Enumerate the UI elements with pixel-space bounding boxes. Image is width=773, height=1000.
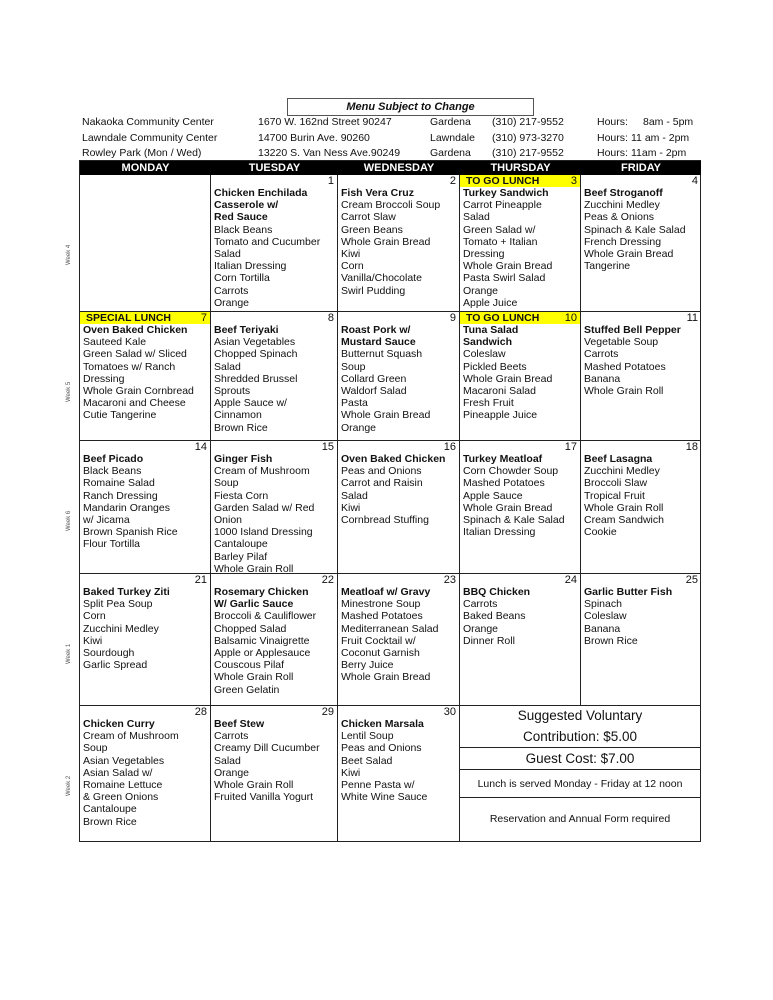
menu-item: Whole Grain Bread — [463, 372, 553, 385]
day-number: 25 — [685, 574, 698, 586]
info-box — [459, 705, 701, 842]
menu-item: Whole Grain Roll — [584, 385, 664, 398]
side-items — [584, 199, 701, 272]
day-cell — [80, 312, 211, 441]
location-name: Rowley Park (Mon / Wed) — [82, 147, 202, 159]
day-number: 23 — [443, 574, 456, 586]
main-dish: Roast Pork w/ Mustard Sauce — [341, 324, 416, 349]
week-label: Week 2 — [66, 775, 72, 796]
menu-item: Whole Grain Cornbread — [83, 385, 194, 398]
side-items — [463, 465, 580, 538]
week-label: Week 1 — [66, 643, 72, 664]
side-items — [463, 348, 580, 421]
location-phone: (310) 217-9552 — [492, 147, 564, 159]
day-cell — [211, 312, 338, 441]
main-dish: Tuna Salad Sandwich — [463, 324, 519, 349]
menu-item: Cantaloupe — [83, 803, 137, 816]
side-items — [214, 336, 337, 434]
menu-item: Whole Grain Bread — [341, 671, 431, 684]
main-dish: Turkey Meatloaf — [463, 453, 543, 465]
menu-item: Corn — [341, 260, 364, 273]
menu-item: Mashed Potatoes — [463, 477, 545, 490]
menu-item: Carrots — [584, 348, 619, 361]
menu-item: Whole Grain Roll — [214, 671, 294, 684]
menu-item: Ranch Dressing — [83, 489, 158, 502]
menu-item: Banana — [584, 622, 621, 635]
side-items — [584, 598, 701, 647]
day-number: 30 — [443, 706, 456, 718]
menu-item: Pickled Beets — [463, 360, 527, 373]
main-dish: Fish Vera Cruz — [341, 187, 414, 199]
day-cell — [338, 175, 460, 312]
menu-item: Kiwi — [83, 634, 103, 647]
day-number: 10 — [564, 312, 577, 324]
menu-item: Whole Grain Roll — [214, 562, 294, 574]
lunch-ribbon: SPECIAL LUNCH — [80, 312, 210, 324]
location-hours: 8am - 5pm — [643, 116, 694, 128]
main-dish: Chicken Marsala — [341, 718, 424, 730]
menu-item: Orange — [341, 421, 377, 434]
menu-item: Macaroni Salad — [463, 385, 536, 398]
day-number: 3 — [570, 175, 577, 187]
menu-item: Chopped Spinach Salad — [214, 348, 298, 373]
menu-item: Mashed Potatoes — [584, 360, 666, 373]
day-cell — [581, 312, 701, 441]
menu-item: Apple Sauce — [463, 489, 523, 502]
day-number: 1 — [327, 175, 334, 187]
guest-cost-text: Guest Cost: $7.00 — [460, 748, 700, 770]
side-items — [214, 610, 337, 695]
day-cell — [581, 574, 701, 706]
main-dish: Beef Teriyaki — [214, 324, 279, 336]
main-dish: Turkey Sandwich — [463, 187, 549, 199]
menu-item: Apple Juice — [463, 296, 518, 309]
menu-item: Fruited Vanilla Yogurt — [214, 791, 314, 804]
menu-item: Sauteed Kale — [83, 336, 147, 349]
location-address: 1670 W. 162nd Street 90247 — [258, 116, 392, 128]
menu-item: Kiwi — [341, 766, 361, 779]
menu-item: Corn — [83, 610, 106, 623]
menu-item: Asian Vegetables — [83, 754, 165, 767]
menu-item: Carrots — [214, 730, 249, 743]
suggested-label: Suggested Voluntary — [517, 708, 643, 723]
day-number: 4 — [691, 175, 698, 187]
menu-item: Carrot Slaw — [341, 211, 396, 224]
day-number: 8 — [327, 312, 334, 324]
day-cell — [211, 441, 338, 574]
menu-item: Mandarin Oranges w/ Jicama — [83, 501, 170, 527]
day-number: 15 — [321, 441, 334, 453]
day-cell — [460, 574, 581, 706]
menu-item: Garden Salad w/ Red Onion — [214, 501, 315, 527]
menu-item: Carrot and Raisin Salad — [341, 477, 423, 502]
menu-item: Lentil Soup — [341, 730, 394, 743]
menu-item: Pasta — [341, 397, 368, 410]
side-items — [463, 598, 580, 647]
menu-item: Fresh Fruit — [463, 397, 514, 410]
menu-item: Asian Vegetables — [214, 336, 296, 349]
main-dish: Beef Stroganoff — [584, 187, 663, 199]
menu-item: Beet Salad — [341, 754, 393, 767]
lunch-ribbon: TO GO LUNCH — [460, 175, 580, 187]
main-dish: Oven Baked Chicken — [83, 324, 188, 336]
side-items — [341, 465, 459, 526]
day-cell — [338, 441, 460, 574]
menu-item: Kiwi — [341, 248, 361, 261]
main-dish: Meatloaf w/ Gravy — [341, 586, 431, 598]
day-number: 22 — [321, 574, 334, 586]
menu-item: Cantaloupe — [214, 538, 268, 551]
menu-item: Broccoli & Cauliflower — [214, 610, 317, 623]
menu-item: Shredded Brussel Sprouts — [214, 372, 298, 398]
menu-item: Whole Grain Bread — [463, 501, 553, 514]
menu-item: Italian Dressing — [214, 260, 287, 273]
menu-item: Coleslaw — [463, 348, 506, 361]
menu-item: Chopped Salad — [214, 622, 287, 635]
menu-item: Cream of Mushroom Soup — [214, 465, 310, 490]
menu-item: French Dressing — [584, 235, 662, 248]
main-dish: Ginger Fish — [214, 453, 273, 465]
main-dish: Stuffed Bell Pepper — [584, 324, 681, 336]
menu-item: Zucchini Medley — [584, 465, 660, 478]
day-cell — [80, 706, 211, 842]
day-cell — [460, 312, 581, 441]
day-cell — [211, 574, 338, 706]
side-items — [83, 730, 210, 828]
menu-item: Peas & Onions — [584, 211, 655, 224]
main-dish: Baked Turkey Ziti — [83, 586, 170, 598]
day-number: 28 — [194, 706, 207, 718]
main-dish: Rosemary Chicken W/ Garlic Sauce — [214, 586, 309, 611]
day-cell — [338, 574, 460, 706]
lunch-served-text: Lunch is served Monday - Friday at 12 noon — [460, 770, 700, 798]
lunch-ribbon: TO GO LUNCH — [460, 312, 580, 324]
menu-item: Romaine Salad — [83, 477, 155, 490]
menu-item: Pasta Swirl Salad — [463, 272, 546, 285]
day-number: 7 — [200, 312, 207, 324]
side-items — [584, 465, 701, 538]
menu-item: Mashed Potatoes — [341, 610, 423, 623]
day-number: 11 — [686, 312, 698, 324]
menu-item: Butternut Squash Soup — [341, 348, 423, 373]
side-items — [341, 598, 459, 683]
menu-item: Sourdough — [83, 647, 135, 660]
menu-item: Balsamic Vinaigrette — [214, 634, 310, 647]
day-number: 14 — [194, 441, 207, 453]
day-cell — [80, 574, 211, 706]
menu-item: Peas and Onions — [341, 742, 422, 755]
menu-item: 1000 Island Dressing — [214, 526, 313, 539]
menu-item: Green Salad w/ Tomato + Italian Dressing — [463, 223, 538, 261]
day-header-4: FRIDAY — [581, 161, 701, 175]
location-address: 14700 Burin Ave. 90260 — [258, 132, 370, 144]
location-name: Nakaoka Community Center — [82, 116, 214, 128]
menu-item: Mediterranean Salad — [341, 622, 439, 635]
menu-item: Dinner Roll — [463, 634, 515, 647]
side-items — [214, 465, 337, 574]
menu-item: Whole Grain Roll — [214, 779, 294, 792]
menu-item: Zucchini Medley — [584, 199, 660, 212]
menu-item: Green Gelatin — [214, 683, 280, 696]
menu-item: Carrots — [214, 284, 249, 297]
location-city: Gardena — [430, 116, 471, 128]
menu-item: Broccoli Slaw — [584, 477, 648, 490]
side-items — [463, 199, 580, 309]
main-dish: Oven Baked Chicken — [341, 453, 446, 465]
menu-item: Fruit Cocktail w/ Coconut Garnish — [341, 634, 420, 660]
menu-item: Collard Green — [341, 372, 407, 385]
main-dish: Chicken Curry — [83, 718, 155, 730]
menu-item: Whole Grain Bread — [341, 235, 431, 248]
subject-banner: Menu Subject to Change — [287, 98, 534, 116]
day-number: 16 — [443, 441, 456, 453]
menu-item: Apple or Applesauce — [214, 647, 311, 660]
menu-item: Corn Chowder Soup — [463, 465, 559, 478]
location-hours: 11 am - 2pm — [631, 132, 690, 144]
day-cell — [80, 441, 211, 574]
menu-item: Orange — [463, 284, 499, 297]
side-items — [341, 730, 459, 803]
day-cell — [338, 312, 460, 441]
main-dish: BBQ Chicken — [463, 586, 531, 598]
menu-item: Fiesta Corn — [214, 489, 269, 502]
side-items — [214, 730, 337, 803]
week-label: Week 4 — [66, 244, 72, 265]
day-header-1: TUESDAY — [211, 161, 338, 175]
menu-item: Waldorf Salad — [341, 385, 407, 398]
menu-item: Cream Broccoli Soup — [341, 199, 441, 212]
main-dish: Beef Lasagna — [584, 453, 653, 465]
menu-item: Whole Grain Bread — [341, 409, 431, 422]
day-header-2: WEDNESDAY — [338, 161, 460, 175]
menu-item: Brown Rice — [83, 815, 137, 828]
day-cell — [338, 706, 460, 842]
main-dish: Beef Stew — [214, 718, 265, 730]
location-hours-label: Hours: — [597, 116, 628, 128]
location-name: Lawndale Community Center — [82, 132, 218, 144]
location-hours: 11am - 2pm — [631, 147, 687, 159]
menu-item: Carrot Pineapple Salad — [463, 199, 542, 224]
menu-item: Carrots — [463, 598, 498, 611]
menu-item: Green Salad w/ Sliced Tomatoes w/ Ranch Dressing — [83, 348, 187, 385]
menu-item: Cornbread Stuffing — [341, 514, 429, 527]
day-header-0: MONDAY — [80, 161, 211, 175]
location-phone: (310) 217-9552 — [492, 116, 564, 128]
menu-item: Barley Pilaf — [214, 550, 268, 563]
menu-item: Italian Dressing — [463, 526, 536, 539]
day-number: 24 — [564, 574, 577, 586]
menu-item: Whole Grain Bread — [584, 248, 674, 261]
menu-item: Vegetable Soup — [584, 336, 659, 349]
menu-item: Cream Sandwich Cookie — [584, 514, 664, 539]
menu-item: Flour Tortilla — [83, 538, 140, 551]
menu-item: Brown Rice — [214, 421, 268, 434]
week-label: Week 5 — [66, 381, 72, 402]
location-hours-label: Hours: — [597, 132, 628, 144]
location-city: Lawndale — [430, 132, 475, 144]
menu-item: Zucchini Medley — [83, 622, 159, 635]
menu-item: Orange — [463, 622, 499, 635]
location-hours-label: Hours: — [597, 147, 628, 159]
menu-item: Orange — [214, 296, 250, 309]
menu-item: Orange — [214, 766, 250, 779]
menu-item: Peas and Onions — [341, 465, 422, 478]
menu-item: Whole Grain Bread — [463, 260, 553, 273]
main-dish: Beef Picado — [83, 453, 144, 465]
menu-item: Green Beans — [341, 223, 403, 236]
reservation-text: Reservation and Annual Form required — [489, 813, 671, 825]
menu-item: Whole Grain Roll — [584, 501, 664, 514]
menu-item: Baked Beans — [463, 610, 526, 623]
day-number: 29 — [321, 706, 334, 718]
day-cell — [80, 175, 211, 312]
side-items — [83, 336, 210, 421]
menu-item: Cream of Mushroom Soup — [83, 730, 179, 755]
location-city: Gardena — [430, 147, 471, 159]
menu-item: Corn Tortilla — [214, 272, 270, 285]
menu-item: Apple Sauce w/ Cinnamon — [214, 397, 287, 422]
menu-item: Spinach — [584, 598, 622, 611]
day-number: 9 — [449, 312, 456, 324]
menu-item: Split Pea Soup — [83, 598, 153, 611]
day-cell — [211, 175, 338, 312]
menu-item: Pineapple Juice — [463, 409, 538, 422]
day-number: 21 — [194, 574, 207, 586]
day-number: 17 — [564, 441, 577, 453]
day-cell — [211, 706, 338, 842]
menu-item: Creamy Dill Cucumber Salad — [214, 742, 320, 767]
side-items — [83, 598, 210, 671]
day-cell — [581, 175, 701, 312]
main-dish: Garlic Butter Fish — [584, 586, 673, 598]
menu-item: Macaroni and Cheese — [83, 397, 186, 410]
day-number: 18 — [685, 441, 698, 453]
day-cell — [460, 175, 581, 312]
menu-item: Spinach & Kale Salad — [463, 514, 565, 527]
menu-item: Tropical Fruit — [584, 489, 645, 502]
day-header-3: THURSDAY — [460, 161, 581, 175]
menu-item: Couscous Pilaf — [214, 659, 285, 672]
menu-item: Black Beans — [83, 465, 142, 478]
day-number: 2 — [449, 175, 456, 187]
menu-item: Banana — [584, 372, 621, 385]
day-cell — [581, 441, 701, 574]
side-items — [341, 348, 459, 433]
menu-item: Berry Juice — [341, 659, 394, 672]
menu-item: Black Beans — [214, 223, 273, 236]
menu-item: Asian Salad w/ Romaine Lettuce & Green Onions — [83, 766, 163, 804]
menu-item: Brown Rice — [584, 634, 638, 647]
week-label: Week 6 — [66, 510, 72, 531]
menu-item: Minestrone Soup — [341, 598, 421, 611]
menu-item: Spinach & Kale Salad — [584, 223, 686, 236]
location-address: 13220 S. Van Ness Ave.90249 — [258, 147, 401, 159]
side-items — [214, 224, 337, 309]
side-items — [584, 336, 701, 397]
menu-item: Penne Pasta w/ White Wine Sauce — [341, 779, 428, 804]
side-items — [83, 465, 210, 550]
menu-item: Coleslaw — [584, 610, 627, 623]
menu-item: Brown Spanish Rice — [83, 526, 178, 539]
menu-item: Garlic Spread — [83, 659, 148, 672]
menu-item: Vanilla/Chocolate Swirl Pudding — [341, 272, 422, 297]
menu-item: Kiwi — [341, 501, 361, 514]
main-dish: Chicken Enchilada Casserole w/ Red Sauce — [214, 187, 308, 224]
day-cell — [460, 441, 581, 574]
location-phone: (310) 973-3270 — [492, 132, 564, 144]
menu-item: Cutie Tangerine — [83, 409, 157, 422]
menu-item: Tomato and Cucumber Salad — [214, 235, 321, 261]
menu-item: Tangerine — [584, 260, 631, 273]
side-items — [341, 199, 459, 297]
contribution-text: Contribution: $5.00 — [460, 726, 700, 748]
